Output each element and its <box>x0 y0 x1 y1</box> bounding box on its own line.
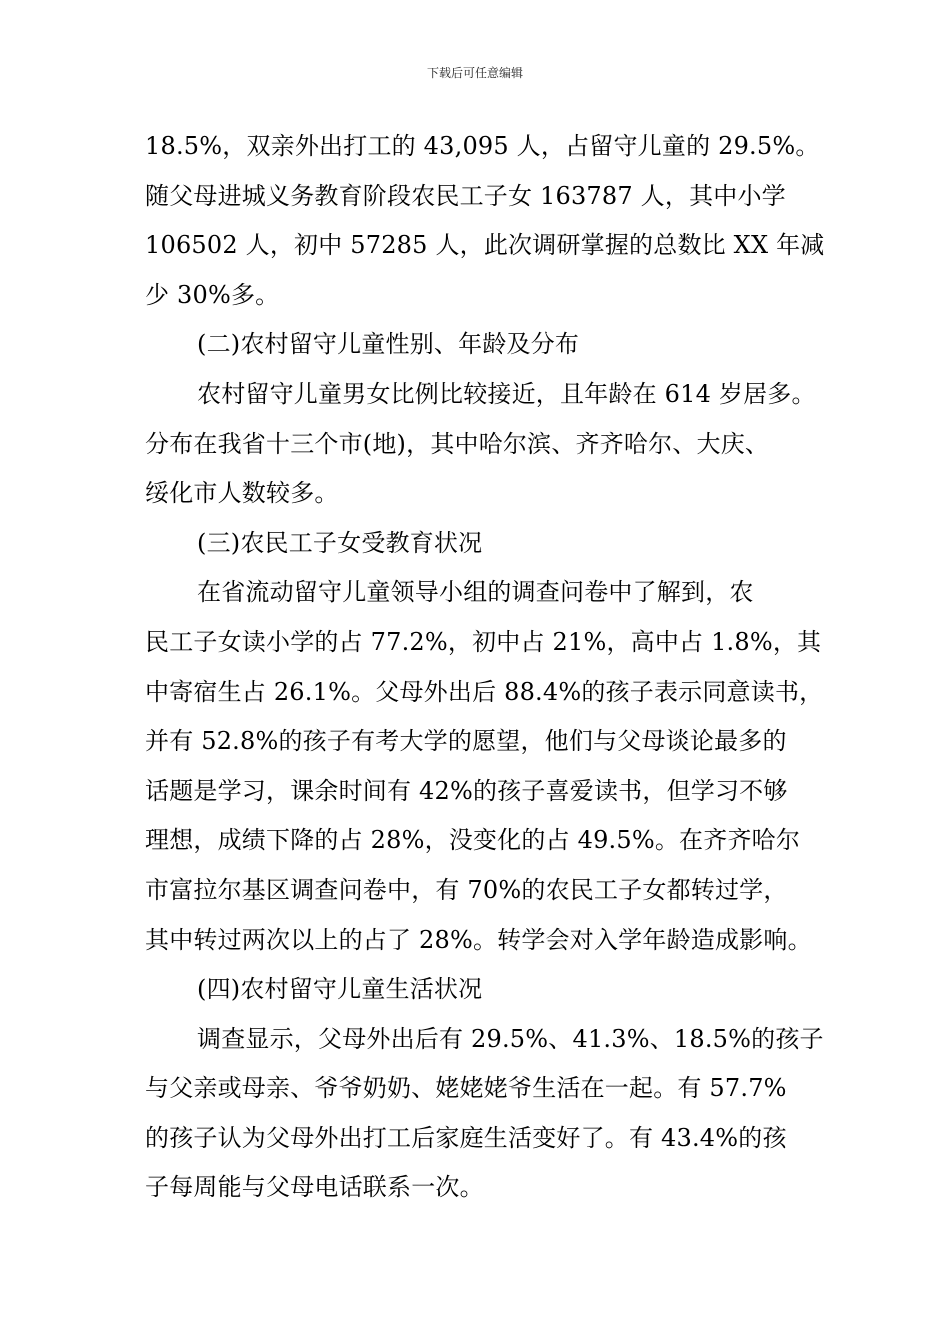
body-line: 106502 人，初中 57285 人，此次调研掌握的总数比 XX 年减 <box>145 231 825 260</box>
body-line: 其中转过两次以上的占了 28%。转学会对入学年龄造成影响。 <box>145 925 812 954</box>
body-line: 并有 52.8%的孩子有考大学的愿望，他们与父母谈论最多的 <box>145 727 787 756</box>
body-line: 子每周能与父母电话联系一次。 <box>145 1173 484 1202</box>
section-heading: (四)农村留守儿童生活状况 <box>197 975 483 1004</box>
page-header: 下载后可任意编辑 <box>426 66 523 80</box>
document-body <box>145 126 825 1217</box>
body-line: 分布在我省十三个市(地)，其中哈尔滨、齐齐哈尔、大庆、 <box>145 429 770 458</box>
body-line: 在省流动留守儿童领导小组的调查问卷中了解到，农 <box>197 578 754 607</box>
body-line: 与父亲或母亲、爷爷奶奶、姥姥姥爷生活在一起。有 57.7% <box>145 1074 787 1103</box>
body-line: 理想，成绩下降的占 28%，没变化的占 49.5%。在齐齐哈尔 <box>145 826 801 855</box>
body-line: 民工子女读小学的占 77.2%，初中占 21%，高中占 1.8%，其 <box>145 627 822 656</box>
section-heading: (二)农村留守儿童性别、年龄及分布 <box>197 330 580 359</box>
section-heading: (三)农民工子女受教育状况 <box>197 528 483 557</box>
body-line: 随父母进城义务教育阶段农民工子女 163787 人，其中小学 <box>145 181 786 210</box>
body-line: 的孩子认为父母外出打工后家庭生活变好了。有 43.4%的孩 <box>145 1123 787 1152</box>
body-line: 中寄宿生占 26.1%。父母外出后 88.4%的孩子表示同意读书， <box>145 677 824 706</box>
body-line: 农村留守儿童男女比例比较接近，且年龄在 614 岁居多。 <box>197 379 816 408</box>
body-line: 少 30%多。 <box>145 280 280 309</box>
body-line: 绥化市人数较多。 <box>145 479 339 508</box>
body-line: 调查显示，父母外出后有 29.5%、41.3%、18.5%的孩子 <box>197 1024 824 1053</box>
body-line: 市富拉尔基区调查问卷中，有 70%的农民工子女都转过学， <box>145 875 788 904</box>
body-line: 18.5%，双亲外出打工的 43,095 人，占留守儿童的 29.5%。 <box>145 132 820 160</box>
body-line: 话题是学习，课余时间有 42%的孩子喜爱读书，但学习不够 <box>145 776 788 805</box>
